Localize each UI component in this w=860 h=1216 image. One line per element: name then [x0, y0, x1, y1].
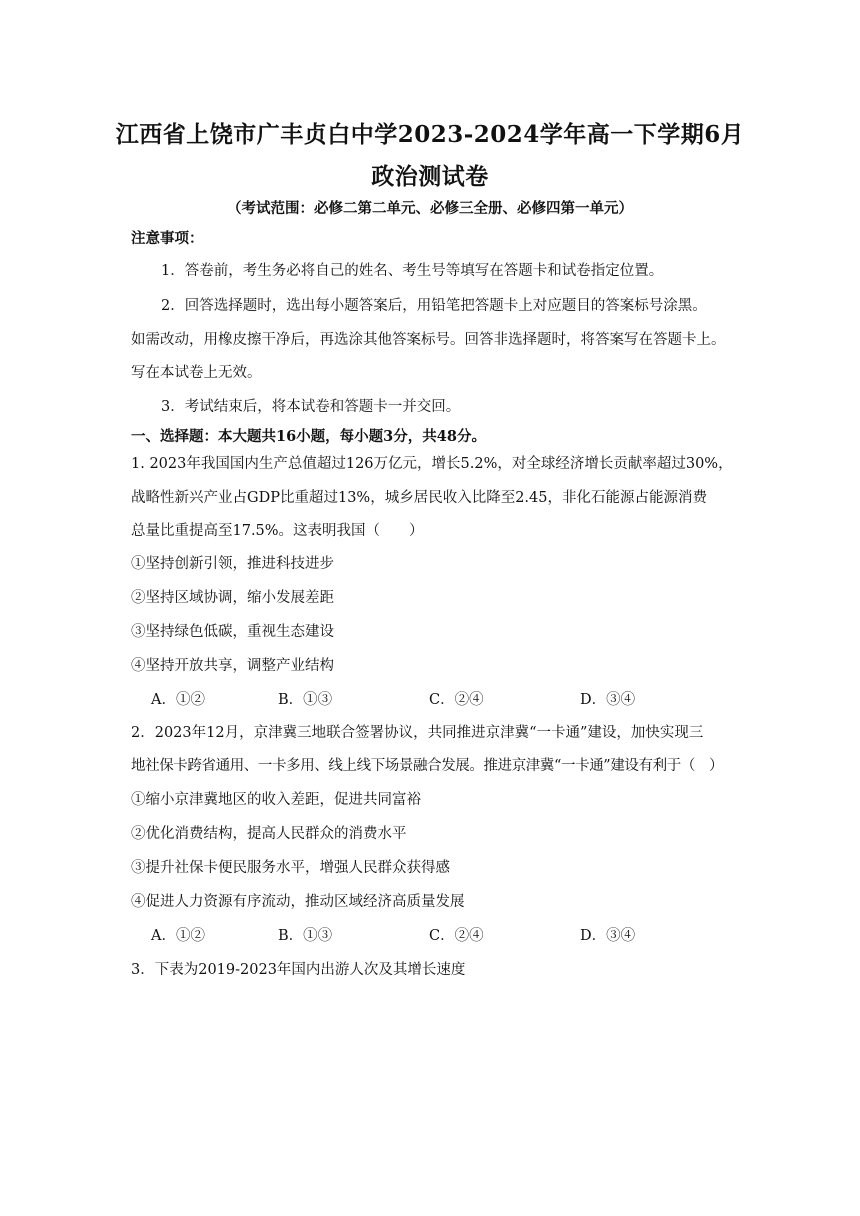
question-2-statement: ④促进人力资源有序流动，推动区域经济高质量发展	[131, 894, 465, 910]
question-2-statement: ①缩小京津冀地区的收入差距，促进共同富裕	[131, 792, 421, 808]
question-1-statement: ④坚持开放共享，调整产业结构	[131, 658, 334, 674]
question-1-stem: 总量比重提高至17.5%。这表明我国（ ）	[131, 523, 424, 539]
notice-heading: 注意事项：	[131, 230, 204, 247]
question-1-statement: ①坚持创新引领，推进科技进步	[131, 556, 334, 572]
exam-title-line1: 江西省上饶市广丰贞白中学2023-2024学年高一下学期6月	[115, 121, 745, 148]
question-1-option-b: B．①③	[278, 692, 333, 708]
question-2-option-c: C．②④	[429, 928, 484, 944]
exam-scope: （考试范围：必修二第二单元、必修三全册、必修四第一单元）	[227, 200, 633, 217]
notice-item: 3．考试结束后，将本试卷和答题卡一并交回。	[161, 399, 461, 415]
question-1-stem: 1. 2023年我国国内生产总值超过126万亿元，增长5.2%，对全球经济增长贡献率超过30%，	[131, 456, 733, 472]
notice-item: 如需改动，用橡皮擦干净后，再选涂其他答案标号。回答非选择题时，将答案写在答题卡上。	[131, 332, 726, 348]
question-1-stem: 战略性新兴产业占GDP比重超过13%，城乡居民收入比降至2.45，非化石能源占能源消费	[131, 490, 707, 506]
question-2-stem: 地社保卡跨省通用、一卡多用、线上线下场景融合发展。推进京津冀“一卡通”建设有利于（ ）	[131, 758, 724, 774]
question-2-statement: ②优化消费结构，提高人民群众的消费水平	[131, 826, 407, 842]
question-3-stem: 3．下表为2019-2023年国内出游人次及其增长速度	[131, 962, 466, 978]
question-2-stem: 2．2023年12月，京津冀三地联合签署协议，共同推进京津冀“一卡通”建设，加快实现三	[131, 725, 704, 741]
question-1-option-d: D．③④	[580, 692, 636, 708]
section-heading: 一、选择题：本大题共16小题，每小题3分，共48分。	[131, 428, 486, 445]
notice-item: 2．回答选择题时，选出每小题答案后，用铅笔把答题卡上对应题目的答案标号涂黑。	[161, 298, 707, 314]
question-2-option-b: B．①③	[278, 928, 333, 944]
notice-item: 1．答卷前，考生务必将自己的姓名、考生号等填写在答题卡和试卷指定位置。	[161, 263, 664, 279]
question-2-option-a: A．①②	[151, 928, 205, 944]
question-2-option-d: D．③④	[580, 928, 636, 944]
question-1-statement: ②坚持区域协调，缩小发展差距	[131, 590, 334, 606]
question-1-option-c: C．②④	[429, 692, 484, 708]
question-2-statement: ③提升社保卡便民服务水平，增强人民群众获得感	[131, 860, 450, 876]
notice-item: 写在本试卷上无效。	[131, 365, 262, 381]
exam-title-line2: 政治测试卷	[371, 163, 489, 190]
question-1-option-a: A．①②	[151, 692, 205, 708]
question-1-statement: ③坚持绿色低碳，重视生态建设	[131, 624, 334, 640]
